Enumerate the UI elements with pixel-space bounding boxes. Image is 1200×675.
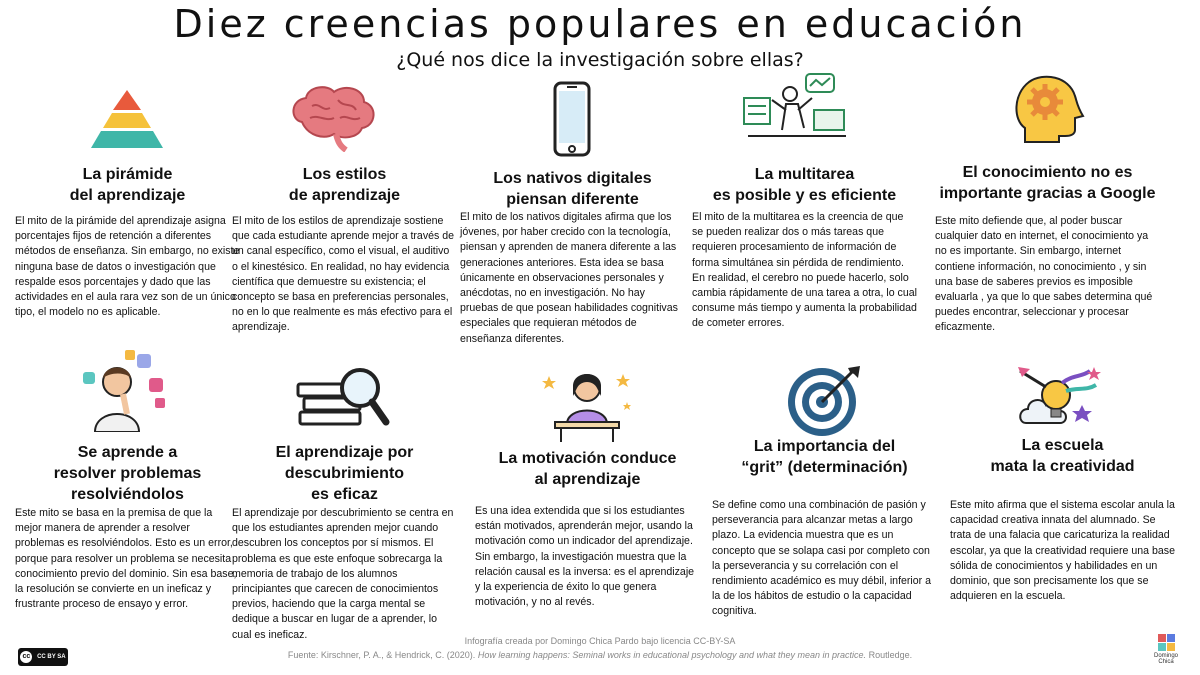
card-title: Los estilos de aprendizaje xyxy=(288,166,401,204)
source-prefix: Fuente: Kirschner, P. A., & Hendrick, C. (2020). xyxy=(287,650,476,660)
card-title: La pirámide del aprendizaje xyxy=(69,166,186,204)
multitask-icon xyxy=(742,70,852,148)
puzzle-thinker-icon xyxy=(77,348,167,432)
card-title: La multitarea es posible y es eficiente xyxy=(712,166,897,204)
smartphone-icon xyxy=(552,80,592,160)
target-icon xyxy=(784,362,864,438)
card-title: La importancia del “grit” (determinación) xyxy=(741,438,908,476)
page-title: Diez creencias populares en educación xyxy=(173,2,1027,46)
source-suffix: Routledge. xyxy=(868,650,913,660)
card-body: El mito de la pirámide del aprendizaje asigna porcentajes fijos de retención a diferentes métodos de enseñanza. Sin embargo, no existe ninguna base de datos o investigación que respalde esos porcentajes y dado que las actividades en el aula rara vez son de un único tipo, el modelo no es aplicable. xyxy=(15,215,240,319)
brand-logo xyxy=(1146,634,1186,665)
footer-credit: Infografía creada por Domingo Chica Pardo bajo licencia CC-BY-SA xyxy=(464,636,736,646)
card-title: La escuela mata la creatividad xyxy=(990,437,1135,475)
brand-name: Domingo Chica xyxy=(1153,653,1178,665)
card-title: La motivación conduce al aprendizaje xyxy=(498,450,677,488)
creativity-bulb-icon xyxy=(1016,365,1106,433)
brand-squares-icon xyxy=(1158,634,1175,651)
head-gear-icon xyxy=(1007,70,1087,150)
cc-icon: cc xyxy=(20,651,32,663)
cc-badge-label: CC BY SA xyxy=(37,654,66,660)
card-body: Es una idea extendida que si los estudiantes están motivados, aprenderán mejor, usando la motivación como un indicador del aprendizaje. Sin embargo, la investigación muestra que la relación causal es la inversa: es el aprendizaje y la experiencia de éxito lo que genera motivación, y no al revés. xyxy=(475,505,695,609)
brain-icon xyxy=(282,82,382,152)
card-body: Este mito defiende que, al poder buscar cualquier dato en internet, el conocimiento ya no es importante. Sin embargo, internet contiene información, no conocimiento , y sin una base de saberes previos es imposible evaluarla , ya que lo que sabes determina qué puedes encontrar, seleccionar y procesar eficazmente. xyxy=(935,215,1153,334)
card-body: El mito de los nativos digitales afirma que los jóvenes, por haber crecido con la tecnología, piensan y aprenden de manera diferente a las generaciones anteriores. Esta idea se basa únicamente en observaciones personales y anécdotas, no en investigación. No hay pruebas de que posean habilidades cognitivas especiales que requieran métodos de enseñanza diferentes. xyxy=(460,211,678,345)
student-desk-icon xyxy=(537,366,637,444)
cc-license-badge[interactable] xyxy=(18,648,68,666)
books-magnifier-icon xyxy=(294,360,394,440)
card-body: Se define como una combinación de pasión y perseverancia para alcanzar metas a largo plazo. La evidencia muestra que es un concepto que se solapa casi por completo con la perseverancia y su correlación con el rendimiento académico es muy débil, inferior a la de los hábitos de estudio o la capacidad cognitiva. xyxy=(712,499,932,618)
card-title: El aprendizaje por descubrimiento es eficaz xyxy=(275,444,414,503)
card-title: Se aprende a resolver problemas resolviéndolos xyxy=(53,444,202,503)
pyramid-icon xyxy=(87,86,167,156)
card-title: El conocimiento no es importante gracias a Google xyxy=(939,164,1156,202)
source-book: How learning happens: Seminal works in educational psychology and what they mean in practice. xyxy=(477,650,867,660)
card-body: El aprendizaje por descubrimiento se centra en que los estudiantes aprenden mejor cuando descubren los conceptos por sí mismos. El problema es que este enfoque sobrecarga la memoria de trabajo de los alumnos principiantes que carecen de conocimientos previos, haciendo que la carga mental se dedique a buscar en lugar de a aprender, lo cual es ineficaz. xyxy=(232,507,454,641)
card-body: Este mito se basa en la premisa de que la mejor manera de aprender a resolver problemas es resolviéndolos. Esto es un error, porque para resolver un problema se necesita conocimiento previo del dominio. Sin esa base, la resolución se convierte en un ineficaz y frustrante proceso de ensayo y error. xyxy=(15,507,237,611)
card-body: Este mito afirma que el sistema escolar anula la capacidad creativa innata del alumnado. Se trata de una falacia que caricaturiza la realidad escolar, ya que la creatividad requiere una base sólida de conocimientos y habilidades en un dominio, que son precisamente los que se adquieren en la escuela. xyxy=(950,499,1175,603)
page-subtitle: ¿Qué nos dice la investigación sobre ellas? xyxy=(396,49,804,71)
footer-source xyxy=(0,650,1200,660)
card-body: El mito de la multitarea es la creencia de que se pueden realizar dos o más tareas que requieren procesamiento de información de forma simultánea sin pérdida de rendimiento. En realidad, el cerebro no puede hacerlo, solo cambia rápidamente de una tarea a otra, lo cual consume más tiempo y aumenta la probabilidad de cometer errores. xyxy=(692,211,917,330)
card-body: El mito de los estilos de aprendizaje sostiene que cada estudiante aprende mejor a través de un canal específico, como el visual, el auditivo o el kinestésico. En realidad, no hay evidencia científica que demuestre su existencia; el concepto se basa en preferencias personales, no en lo que realmente es más efectivo para el aprendizaje. xyxy=(232,215,455,334)
card-title: Los nativos digitales piensan diferente xyxy=(493,170,652,208)
